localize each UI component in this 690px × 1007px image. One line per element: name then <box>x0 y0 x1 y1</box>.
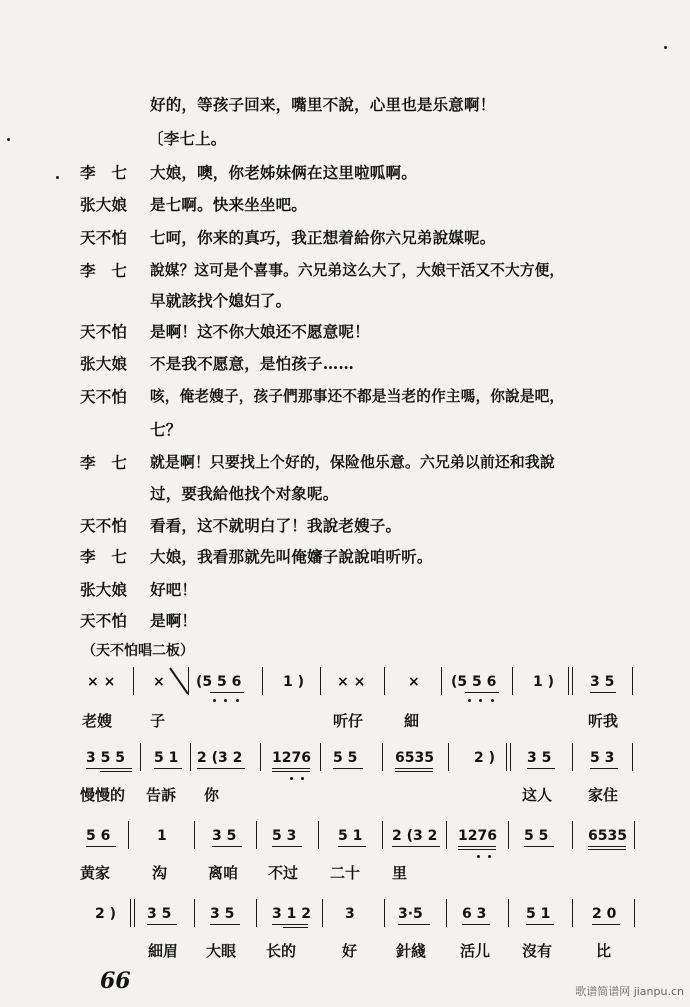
speaker-label: 张大娘 <box>80 195 128 214</box>
octave-dot <box>491 699 494 702</box>
note-group: 3 <box>345 906 355 922</box>
barline <box>448 743 449 771</box>
note-group: 6535 <box>588 828 627 844</box>
underline <box>524 846 554 847</box>
note-group: 1 ) <box>283 674 305 690</box>
octave-dot <box>301 777 304 780</box>
note-group: 2 ) <box>95 906 117 922</box>
lyric: 好 <box>342 942 358 960</box>
note-group: 3 5 5 <box>86 750 125 766</box>
lyric: 离咱 <box>208 864 239 882</box>
dialogue-line-continued: 七？ <box>150 420 182 439</box>
note-group: 5 5 <box>524 828 549 844</box>
barline <box>194 899 195 927</box>
speaker-label: 天不怕 <box>80 322 128 341</box>
dialogue-line-continued: 早就該找个媳妇了。 <box>150 291 292 310</box>
note-group: 5 1 <box>154 750 179 766</box>
underline <box>592 924 620 925</box>
dialogue-line: 咳，俺老嫂子，孩子們那事还不都是当老的作主嗎，你說是吧， <box>150 388 565 405</box>
underline <box>590 768 618 769</box>
underline <box>526 924 554 925</box>
note-group: 5 6 <box>86 828 111 844</box>
lyric: 活儿 <box>460 942 491 960</box>
lyric: 二十 <box>330 864 361 882</box>
barline <box>382 743 383 771</box>
barline <box>318 821 319 849</box>
barline <box>190 743 191 771</box>
underline <box>210 692 244 693</box>
underline <box>590 692 616 693</box>
barline <box>506 743 507 771</box>
barline <box>382 821 383 849</box>
underline <box>458 849 496 850</box>
lyric: 这人 <box>522 786 553 804</box>
lyric: 家住 <box>588 786 619 804</box>
underline <box>100 771 132 772</box>
underline <box>86 846 116 847</box>
note-group: 3·5 <box>398 906 423 922</box>
note-group: (5 5 6 <box>451 674 497 690</box>
note-group: 3 5 <box>590 674 615 690</box>
barline <box>634 899 635 927</box>
stage-direction-enter: 〔李七上。 <box>148 129 227 148</box>
note-group: × × <box>87 674 116 690</box>
barline <box>634 821 635 849</box>
lyric: 里 <box>392 864 408 882</box>
note-group: 3 1 2 <box>272 906 311 922</box>
lyric: 听仔 <box>333 712 364 730</box>
barline <box>260 743 261 771</box>
speaker-label: 李 七 <box>80 261 128 280</box>
dialogue-line-continued: 过，要我給他找个对象呢。 <box>150 484 339 503</box>
barline <box>384 667 385 695</box>
note-group: 3 5 <box>527 750 552 766</box>
barline <box>446 899 447 927</box>
lyric: 你 <box>204 786 220 804</box>
barline <box>572 667 573 695</box>
underline <box>210 924 240 925</box>
underline <box>272 768 310 769</box>
note-group: × <box>408 674 420 690</box>
note-group: × <box>153 674 165 690</box>
note-group: 2 ) <box>474 750 496 766</box>
octave-dot <box>213 699 216 702</box>
lyric: 大眼 <box>206 942 237 960</box>
dialogue-line: 七呵，你来的真巧，我正想着給你六兄弟說媒呢。 <box>150 228 496 247</box>
underline <box>333 768 363 769</box>
lyric: 老嫂 <box>82 712 113 730</box>
underline <box>458 846 496 847</box>
lyric: 听我 <box>588 712 619 730</box>
lyric: 細眉 <box>148 942 179 960</box>
lyric: 长的 <box>266 942 297 960</box>
barline <box>632 667 633 695</box>
dialogue-line: 看看，这不就明白了！我說老嫂子。 <box>150 516 402 535</box>
octave-dot <box>477 855 480 858</box>
barline <box>262 667 263 695</box>
speaker-label: 李 七 <box>80 453 128 472</box>
note-group: × × <box>337 674 366 690</box>
note-group: 1 ) <box>533 674 555 690</box>
dialogue-line: 是啊！ <box>150 611 198 630</box>
note-group: 2 (3 2 <box>197 750 243 766</box>
barline <box>510 743 511 771</box>
lyric: 慢慢的 <box>80 786 126 804</box>
underline <box>283 927 308 928</box>
dialogue-line: 是七啊。快来坐坐吧。 <box>150 195 308 214</box>
lyric: 子 <box>150 712 166 730</box>
note-group: 3 5 <box>212 828 237 844</box>
underline <box>395 771 433 772</box>
barline <box>320 743 321 771</box>
speaker-label: 李 七 <box>80 547 128 566</box>
note-group: 6 3 <box>462 906 487 922</box>
barline <box>130 899 131 927</box>
underline <box>147 924 177 925</box>
octave-dot <box>224 699 227 702</box>
note-group: 6535 <box>395 750 434 766</box>
underline <box>86 768 132 769</box>
underline <box>392 846 440 847</box>
octave-dot <box>468 699 471 702</box>
speaker-label: 李 七 <box>80 163 128 182</box>
dialogue-line: 說媒？这可是个喜事。六兄弟这么大了，大娘干活又不大方便， <box>150 262 565 279</box>
barline <box>572 899 573 927</box>
barline <box>572 821 573 849</box>
note-group: 1276 <box>458 828 497 844</box>
barline <box>632 743 633 771</box>
note-group: 5 1 <box>526 906 551 922</box>
lyric: 告訴 <box>146 786 177 804</box>
dialogue-line-1: 好的，等孩子回来，嘴里不說，心里也是乐意啊！ <box>150 95 496 114</box>
scan-speck <box>7 138 10 141</box>
barline <box>512 667 513 695</box>
barline <box>322 899 323 927</box>
watermark: 歌谱简谱网 jianpu.cn <box>575 985 684 998</box>
underline <box>197 768 245 769</box>
dialogue-line: 就是啊！只要找上个好的，保险他乐意。六兄弟以前还和我說 <box>150 454 555 471</box>
scan-speck <box>56 176 59 179</box>
note-group: (5 5 6 <box>196 674 242 690</box>
octave-dot <box>290 777 293 780</box>
underline <box>212 846 242 847</box>
barline <box>194 821 195 849</box>
page-number: 66 <box>100 968 131 994</box>
speaker-label: 天不怕 <box>80 228 128 247</box>
lyric: 細 <box>404 712 420 730</box>
underline <box>154 768 182 769</box>
barline <box>256 821 257 849</box>
speaker-label: 张大娘 <box>80 580 128 599</box>
underline <box>272 771 310 772</box>
barline <box>508 821 509 849</box>
speaker-label: 天不怕 <box>80 611 128 630</box>
underline <box>338 846 366 847</box>
lyric: 針綫 <box>396 942 427 960</box>
dialogue-line: 不是我不愿意，是怕孩子…… <box>150 354 355 373</box>
underline <box>588 846 626 847</box>
octave-dot <box>479 699 482 702</box>
underline <box>588 849 626 850</box>
note-group: 2 0 <box>592 906 617 922</box>
underline <box>527 768 555 769</box>
slur-mark <box>168 666 190 696</box>
barline <box>256 899 257 927</box>
barline <box>384 899 385 927</box>
octave-dot <box>236 699 239 702</box>
note-group: 1276 <box>272 750 311 766</box>
lyric: 沟 <box>152 864 168 882</box>
note-group: 5 1 <box>338 828 363 844</box>
lyric: 不过 <box>268 864 299 882</box>
note-group: 5 5 <box>333 750 358 766</box>
underline <box>398 924 430 925</box>
speaker-label: 天不怕 <box>80 387 128 406</box>
lyric: 比 <box>596 942 612 960</box>
singing-direction: （天不怕唱二板） <box>82 643 194 659</box>
underline <box>272 846 302 847</box>
barline <box>140 743 141 771</box>
speaker-label: 张大娘 <box>80 354 128 373</box>
scan-speck <box>664 46 667 49</box>
barline <box>134 899 135 927</box>
dialogue-line: 大娘，我看那就先叫俺嬸子說說咱听听。 <box>150 547 433 566</box>
barline <box>188 667 189 695</box>
note-group: 1 <box>157 828 167 844</box>
barline <box>508 899 509 927</box>
underline <box>272 924 308 925</box>
underline <box>462 924 490 925</box>
barline <box>320 667 321 695</box>
note-group: 3 5 <box>210 906 235 922</box>
dialogue-line: 好吧！ <box>150 580 198 599</box>
lyric: 黄家 <box>80 864 111 882</box>
barline <box>128 821 129 849</box>
underline <box>465 692 499 693</box>
barline <box>441 667 442 695</box>
note-group: 5 3 <box>590 750 615 766</box>
lyric: 沒有 <box>522 942 553 960</box>
octave-dot <box>488 855 491 858</box>
barline <box>133 667 134 695</box>
barline <box>568 667 569 695</box>
note-group: 2 (3 2 <box>392 828 438 844</box>
dialogue-line: 大娘，噢，你老姊妹俩在这里啦呱啊。 <box>150 163 417 182</box>
dialogue-line: 是啊！这不你大娘还不愿意呢！ <box>150 322 370 341</box>
note-group: 3 5 <box>147 906 172 922</box>
note-group: 5 3 <box>272 828 297 844</box>
underline <box>395 768 433 769</box>
barline <box>572 743 573 771</box>
barline <box>446 821 447 849</box>
speaker-label: 天不怕 <box>80 516 128 535</box>
